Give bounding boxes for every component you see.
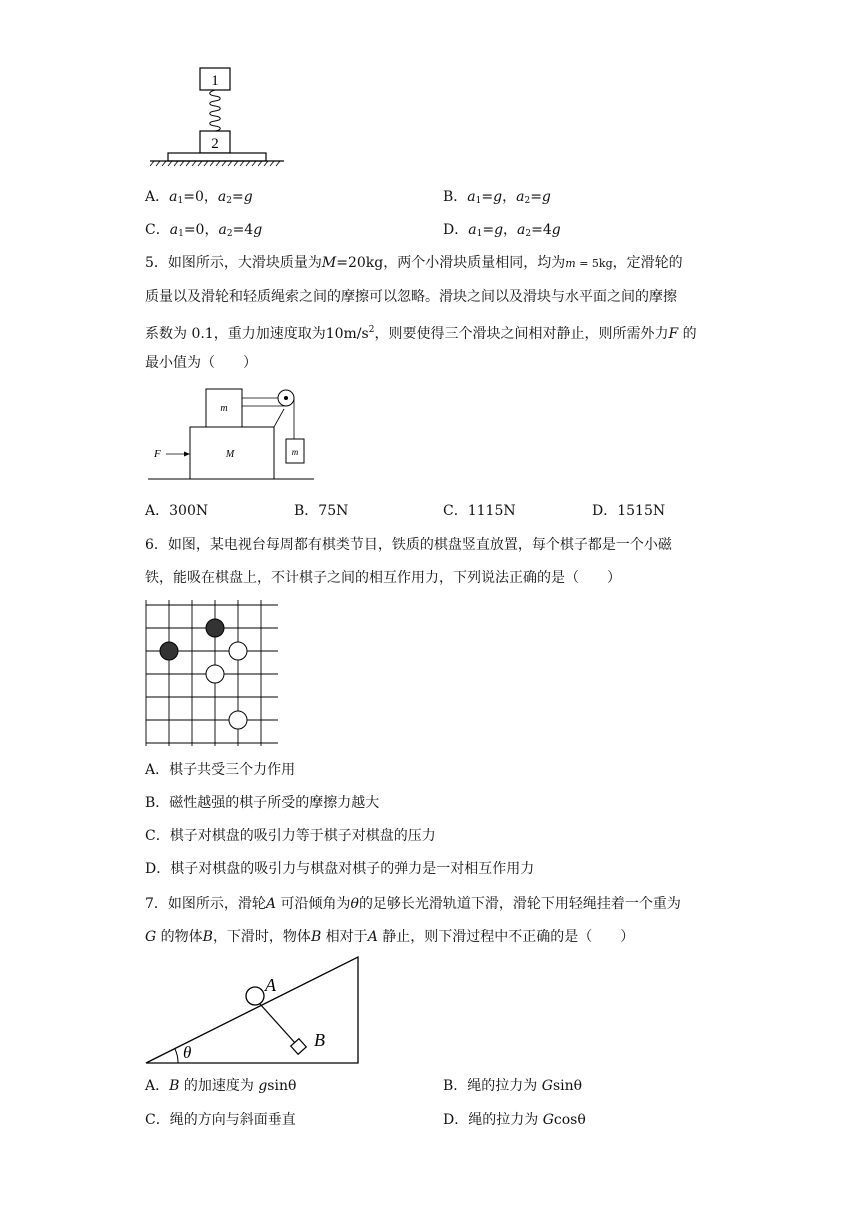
q7-b-label: B (314, 1030, 325, 1050)
q7-option-b: B．绳的拉力为 Gsinθ (443, 1078, 583, 1094)
q5-line-1: 5．如图所示，大滑块质量为M=20kg，两个小滑块质量相同，均为m = 5kg，定滑轮的 (145, 255, 683, 271)
q7-line-1: 7．如图所示，滑轮A 可沿倾角为θ的足够长光滑轨道下滑，滑轮下用轻绳挂着一个重为 (145, 896, 681, 912)
q4-box-2-label: 2 (211, 136, 219, 152)
q7-option-d: D．绳的拉力为 Gcosθ (443, 1112, 586, 1128)
q5-pulley-figure (148, 385, 318, 485)
q6-line-1: 6．如图，某电视台每周都有棋类节目，铁质的棋盘竖直放置，每个棋子都是一个小磁 (145, 537, 672, 553)
q6-white-piece (206, 665, 224, 683)
q5-line-2: 质量以及滑轮和轻质绳索之间的摩擦可以忽略。滑块之间以及滑块与水平面之间的摩擦 (145, 289, 677, 305)
q5-option-b: B．75N (294, 503, 349, 519)
q4-option-b: B．$a_1=g$，$a_2=g$ (443, 189, 551, 206)
q5-big-block-label: M (225, 449, 235, 460)
q5-top-block-label: m (220, 403, 228, 414)
q6-option-b: B．磁性越强的棋子所受的摩擦力越大 (145, 795, 380, 811)
q5-line-3: 系数为 0.1，重力加速度取为$10m/s^2$，则要使得三个滑块之间相对静止，则所需外力F 的 (145, 325, 697, 342)
q6-chessboard (146, 600, 280, 748)
q7-line-2: G 的物体B，下滑时，物体B 相对于A 静止，则下滑过程中不正确的是（ ） (145, 929, 635, 945)
q6-white-piece (229, 642, 247, 660)
q7-incline-figure (144, 955, 362, 1067)
q4-option-a: A．$a_1=0$，$a_2=g$ (145, 189, 253, 206)
q4-base-plate (168, 153, 266, 161)
q5-pulley-support (274, 409, 284, 427)
q4-option-d: D．$a_1=g$，$a_2=4g$ (443, 222, 561, 239)
q5-option-c: C．1115N (443, 503, 516, 519)
q6-option-a: A．棋子共受三个力作用 (145, 762, 296, 778)
q7-incline (146, 957, 358, 1063)
q4-spring (210, 90, 221, 131)
q6-black-piece (160, 642, 178, 660)
q4-option-c: C．$a_1=0$，$a_2=4g$ (145, 222, 263, 239)
q6-white-piece (229, 711, 247, 729)
q4-box-1-label: 1 (211, 73, 219, 89)
q6-option-d: D．棋子对棋盘的吸引力与棋盘对棋子的弹力是一对相互作用力 (145, 861, 535, 877)
q5-line-4: 最小值为（ ） (145, 355, 257, 371)
q7-a-label: A (265, 975, 276, 995)
q7-theta-label: θ (183, 1043, 192, 1062)
q7-option-c: C．绳的方向与斜面垂直 (145, 1112, 296, 1128)
q7-pulley-a (246, 987, 264, 1005)
q5-force-label: F (154, 448, 161, 460)
q5-option-a: A．300N (145, 503, 209, 519)
q6-line-2: 铁，能吸在棋盘上，不计棋子之间的相互作用力，下列说法正确的是（ ） (145, 570, 621, 586)
q4-spring-figure (148, 64, 288, 172)
q5-option-d: D．1515N (592, 503, 666, 519)
q6-black-piece (206, 619, 224, 637)
q7-option-a: A．B 的加速度为 gsinθ (145, 1078, 297, 1094)
q6-option-c: C．棋子对棋盘的吸引力等于棋子对棋盘的压力 (145, 828, 436, 844)
q5-hanging-block-label: m (291, 447, 299, 457)
